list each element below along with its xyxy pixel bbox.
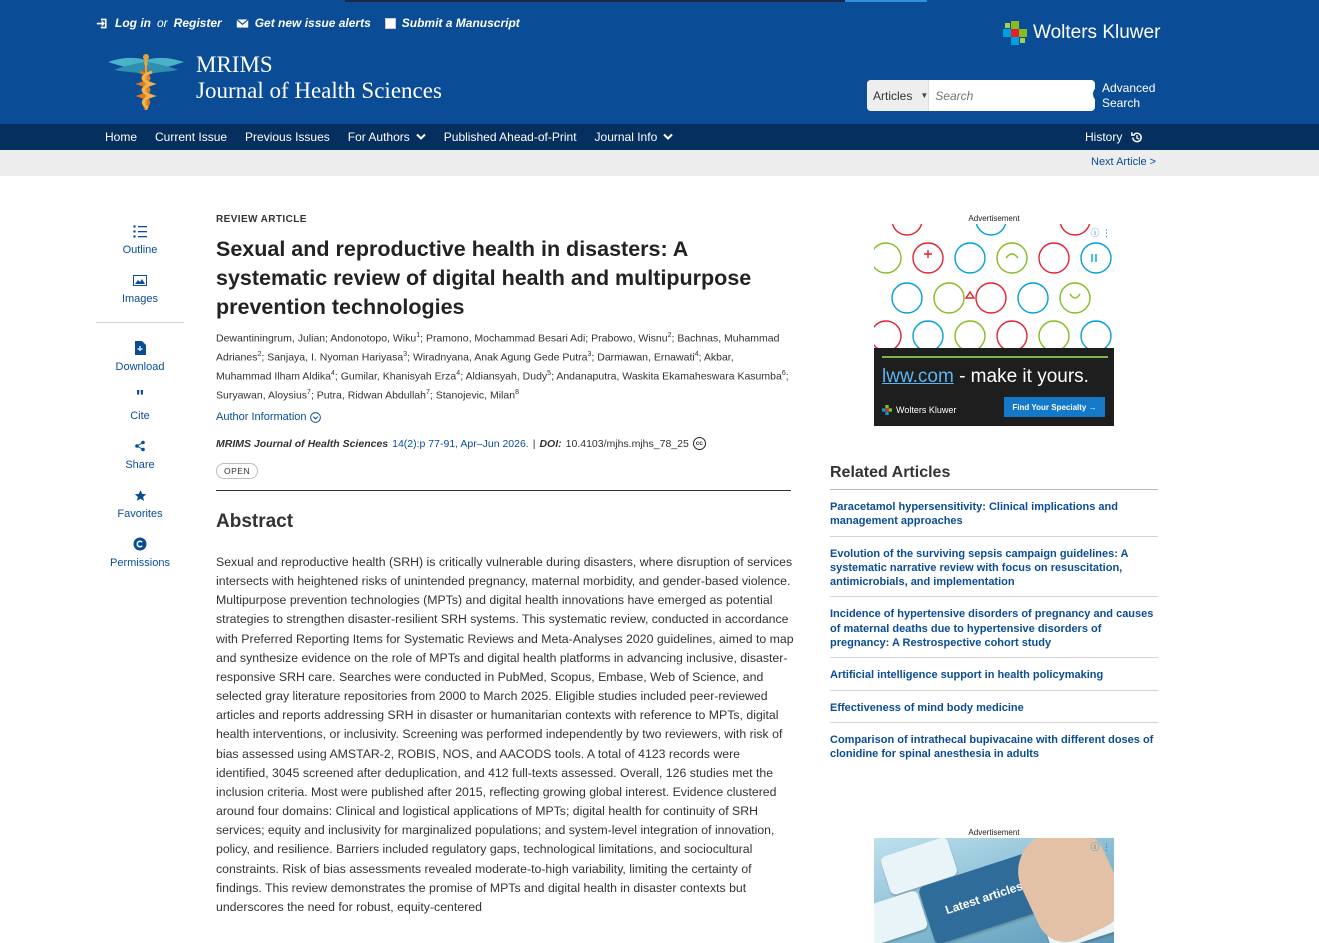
article-divider <box>216 490 791 491</box>
pdf-icon <box>134 339 146 357</box>
author-affiliation-number: 6 <box>781 370 786 377</box>
author-name[interactable]: Pramono, Mochammad Besari Adi <box>425 332 586 345</box>
author-affiliation-number: 2 <box>257 351 262 358</box>
download-label: Download <box>115 361 165 373</box>
ad-site-link[interactable]: lww.com <box>882 366 954 387</box>
or-text: or <box>157 16 168 30</box>
issue-alerts-label: Get new issue alerts <box>254 16 371 30</box>
doi-label: DOI: <box>539 437 562 450</box>
nav-ahead-of-print-label: Published Ahead-of-Print <box>443 130 577 144</box>
author-affiliation-number: 7 <box>425 389 430 396</box>
citation-line <box>216 437 791 450</box>
submit-manuscript-label: Submit a Manuscript <box>401 16 520 30</box>
nav-journal-info-label: Journal Info <box>594 130 658 144</box>
outline-label: Outline <box>122 244 158 256</box>
author-affiliation-number: 8 <box>515 389 519 396</box>
chevron-circle-down-icon <box>310 412 321 423</box>
ad-tagline <box>882 366 1089 388</box>
advertisement-label: Advertisement <box>968 214 1020 223</box>
author-affiliation-number: 4 <box>330 370 335 377</box>
envelope-icon <box>236 17 249 30</box>
publisher-name: Wolters Kluwer <box>1033 22 1161 43</box>
article-title: Sexual and reproductive health in disasters: A systematic review of digital health and multipurpose prevention technologies <box>216 237 752 319</box>
site-header <box>0 0 1319 124</box>
journal-name-line1: MRIMS <box>196 52 273 77</box>
advanced-search-link[interactable] <box>1102 81 1155 111</box>
author-name[interactable]: Bachnas, Muhammad Adrianes <box>216 332 780 364</box>
ad-accent-bar <box>882 356 1108 358</box>
login-link[interactable]: Log in <box>115 16 151 30</box>
outline-tool[interactable] <box>96 222 184 271</box>
sign-in-icon <box>96 17 109 30</box>
permissions-tool[interactable] <box>96 535 184 584</box>
author-affiliation-number: 5 <box>547 370 552 377</box>
latest-articles-advertisement[interactable] <box>874 838 1114 943</box>
share-tool[interactable] <box>96 437 184 486</box>
article-subbar <box>0 150 1319 176</box>
author-information-label: Author Information <box>216 411 307 423</box>
nav-previous-issues[interactable] <box>245 130 330 144</box>
abstract-heading: Abstract <box>216 511 294 532</box>
wolters-kluwer-logo-icon <box>882 405 892 415</box>
ad-brand-name: Wolters Kluwer <box>896 405 957 415</box>
author-affiliation-number: 4 <box>694 351 699 358</box>
related-article-link[interactable]: Incidence of hypertensive disorders of pregnancy and causes of maternal deaths due to hypertensive disorders of pregnancy: A Restrospective cohort study <box>830 597 1158 658</box>
nav-previous-issues-label: Previous Issues <box>245 130 330 144</box>
nav-ahead-of-print[interactable] <box>444 130 577 144</box>
nav-current-issue-label: Current Issue <box>155 130 228 144</box>
author-affiliation-number: 3 <box>403 351 408 358</box>
star-icon <box>134 486 147 504</box>
cite-tool[interactable] <box>96 388 184 437</box>
article-tools-sidebar <box>96 222 184 584</box>
search-input[interactable] <box>929 89 1092 103</box>
related-article-link[interactable]: Paracetamol hypersensitivity: Clinical implications and management approaches <box>830 490 1158 537</box>
article-main <box>216 214 794 917</box>
author-name[interactable]: Stanojevic, Milan <box>435 389 516 402</box>
find-specialty-button[interactable]: Find Your Specialty → <box>1004 397 1105 417</box>
ad-banner-footer <box>874 348 1114 426</box>
creative-commons-icon[interactable]: cc <box>693 437 706 450</box>
quote-icon: " <box>135 387 145 407</box>
issue-alerts-link[interactable] <box>236 16 371 30</box>
article-type: REVIEW ARTICLE <box>216 214 307 225</box>
author-name[interactable]: Sanjaya, I. Nyoman Hariyasa <box>267 351 404 364</box>
author-information-toggle[interactable] <box>216 411 791 423</box>
checkbox-icon <box>385 18 396 29</box>
author-name[interactable]: Akbar, Muhammad Ilham Aldika <box>216 351 734 383</box>
author-affiliation-number: 7 <box>307 389 311 396</box>
related-article-link[interactable]: Comparison of intrathecal bupivacaine with different doses of clonidine for spinal anesthesia in adults <box>830 733 1154 761</box>
favorites-label: Favorites <box>117 508 163 520</box>
nav-current-issue[interactable] <box>155 130 227 144</box>
register-link[interactable]: Register <box>173 16 222 30</box>
main-nav <box>0 124 1319 150</box>
medical-icons-pattern <box>874 224 1114 348</box>
search-scope-select[interactable] <box>867 80 929 111</box>
abstract-text: Sexual and reproductive health (SRH) is critically vulnerable during disasters, where disruption of services intersects with heightened risks of unintended pregnancy, maternal morbidity, and gender-based violence. Multipurpose prevention technologies (MPTs) and digital health innovations have emerged as potential strategies to strengthen disaster-resilient SRH systems. This systematic review, conducted in accordance with Preferred Reporting Items for Systematic Reviews and Meta-Analyses 2020 guidelines, aimed to map and synthesize evidence on the role of MPTs and digital health platforms in advancing inclusive, disaster-responsive SRH care. Searches were conducted in PubMed, Scopus, Embase, Web of Science, and selected gray literature repositories from 2000 to March 2025. Eligible studies included peer-reviewed articles and reports addressing SRH in disaster or humanitarian contexts with reference to MPTs, digital health interventions, or inclusivity. Screening was performed independently by two reviewers, with risk of bias assessed using AMSTAR-2, ROBIS, NOS, and AACODS tools. A total of 4123 records were identified, 3045 screened after deduplication, and 412 full-texts assessed. Overall, 126 studies met the inclusion criteria. Most were published after 2015, reflecting growing global interest. Evidence clustered around four domains: Clinical and logistical applications of MPTs; digital health for continuity of SRH services; equity and inclusivity for marginalized populations; and system-level integration of innovation, policy, and resilience. Barriers included regulatory gaps, technological limitations, and sociocultural constraints. Risk of bias assessments revealed moderate-to-high variability, limiting the certainty of findings. This review demonstrates the promise of MPTs and digital health in disaster contexts but underscores the need for robust, equity-centered <box>216 555 794 914</box>
lww-advertisement[interactable] <box>874 224 1114 426</box>
list-icon <box>133 222 147 240</box>
copyright-icon <box>133 535 147 553</box>
related-article-link[interactable]: Artificial intelligence support in health policymaking <box>830 658 1158 690</box>
next-article-link[interactable]: Next Article > <box>1091 156 1157 168</box>
submit-manuscript-link[interactable] <box>385 16 520 30</box>
related-articles-heading: Related Articles <box>830 464 1158 490</box>
citation-journal: MRIMS Journal of Health Sciences <box>216 437 389 450</box>
tools-divider <box>96 322 184 323</box>
ad-brand <box>882 405 956 415</box>
ad-choices-icon[interactable]: ⓘ ⋮ <box>1090 842 1111 852</box>
caduceus-logo-icon <box>106 52 186 112</box>
author-name[interactable]: Darmawan, Ernawati <box>597 351 695 364</box>
history-button[interactable] <box>1085 124 1143 150</box>
open-access-badge: OPEN <box>216 463 258 479</box>
nav-home[interactable] <box>105 130 137 144</box>
nav-home-label: Home <box>105 130 138 144</box>
latest-articles-key: Latest articles <box>918 851 1051 943</box>
author-affiliation-number: 2 <box>667 332 672 339</box>
author-name[interactable]: Wiradnyana, Anak Agung Gede Putra <box>412 351 588 364</box>
author-name[interactable]: Gumilar, Khanisyah Erza <box>340 370 457 383</box>
search-bar <box>867 80 1095 111</box>
related-article-link[interactable]: Effectiveness of mind body medicine <box>830 691 1158 723</box>
author-name[interactable]: Andanaputra, Waskita Ekamaheswara Kasumba <box>556 370 782 383</box>
nav-for-authors-label: For Authors <box>347 130 410 144</box>
citation-issue-link[interactable]: 14(2):p 77-91, Apr–Jun 2026. <box>392 437 529 450</box>
nav-journal-info[interactable] <box>595 130 674 144</box>
author-affiliation-number: 1 <box>416 332 421 339</box>
permissions-label: Permissions <box>110 557 170 569</box>
download-tool[interactable] <box>96 339 184 388</box>
journal-logo[interactable] <box>106 52 442 112</box>
related-article-link[interactable]: Evolution of the surviving sepsis campaign guidelines: A systematic narrative review with focus on resuscitation, antimicrobials, and implementation <box>830 537 1158 598</box>
author-affiliation-number: 4 <box>456 370 461 377</box>
history-label: History <box>1085 130 1123 144</box>
images-tool[interactable] <box>96 271 184 320</box>
caret-down-icon: ▼ <box>920 91 929 100</box>
author-list: Dewantiningrum, Julian; Andonotopo, Wiku$^1$; Pramono, Mochammad Besari Adi; Prabowo, Wisnu$^2$; Bachnas, Muhammad Adrianes$^2$; Sanjaya, I. Nyoman Hariyasa$^3$; Wiradnyana, Anak Agung Gede Putra$^3$; Darmawan, Ernawati$^4$; Akbar, Muhammad Ilham Aldika$^4$; Gumilar, Khanisyah Erza$^4$; Aldiansyah, Dudy$^5$; Andanaputra, Waskita Ekamaheswara Kasumba$^6$; Suryawan, Aloysius$^7$; Putra, Ridwan Abdullah$^7$; Stanojevic, Milan$^8$ <box>216 332 789 402</box>
ad-choices-icon[interactable]: ⓘ ⋮ <box>1090 228 1111 238</box>
share-label: Share <box>125 459 155 471</box>
journal-name-line2: Journal of Health Sciences <box>196 78 442 103</box>
ad-tagline-text: - make it yours. <box>953 366 1089 387</box>
author-name[interactable]: Dewantiningrum, Julian <box>216 332 326 345</box>
cite-label: Cite <box>130 410 150 422</box>
top-accent-highlight <box>845 0 927 2</box>
favorites-tool[interactable] <box>96 486 184 535</box>
advertisement-label: Advertisement <box>968 828 1020 837</box>
author-name[interactable]: Putra, Ridwan Abdullah <box>316 389 426 402</box>
nav-for-authors[interactable] <box>348 130 426 144</box>
author-name[interactable]: Prabowo, Wisnu <box>591 332 668 345</box>
author-affiliation-number: 3 <box>587 351 592 358</box>
chevron-down-icon <box>663 133 673 141</box>
history-icon <box>1130 131 1143 144</box>
top-accent-line <box>345 0 845 2</box>
login-register-link[interactable] <box>96 16 222 30</box>
publisher-logo[interactable] <box>1003 21 1160 45</box>
author-name[interactable]: Andonotopo, Wiku <box>330 332 417 345</box>
share-icon <box>134 437 146 455</box>
related-articles <box>830 464 1158 769</box>
advanced-search-line2: Search <box>1102 96 1141 110</box>
advanced-search-line1: Advanced <box>1102 81 1156 95</box>
author-name[interactable]: Suryawan, Aloysius <box>216 389 308 402</box>
wolters-kluwer-logo-icon <box>1003 21 1027 45</box>
utility-links <box>96 16 520 30</box>
images-label: Images <box>121 293 159 305</box>
doi-value: 10.4103/mjhs.mjhs_78_25 <box>565 437 689 450</box>
search-scope-value: Articles <box>873 88 913 103</box>
citation-separator: | <box>532 437 536 450</box>
author-name[interactable]: Aldiansyah, Dudy <box>465 370 548 383</box>
image-icon <box>133 271 147 289</box>
chevron-down-icon <box>416 133 426 141</box>
